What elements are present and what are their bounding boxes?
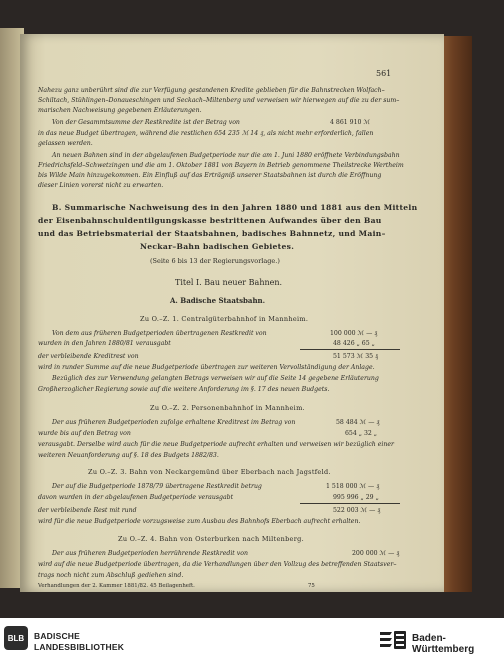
blb-logo[interactable]: BLB (4, 626, 28, 650)
item-row-label: Der auf die Budgetperiode 1878/79 übertragene Restkredit betrug (52, 483, 262, 490)
item-row-label: Von dem aus früheren Budgetperioden übertragenen Restkredit von (52, 330, 267, 337)
book-cover-edge (440, 36, 472, 592)
blb-name-line1: BADISCHE (34, 631, 80, 641)
page-number: 561 (376, 69, 392, 78)
item-text-line: wird für die neue Budgetperiode vorzugsweise zum Ausbau des Bahnhofs Eberbach aufrecht erhalten. (38, 518, 361, 525)
sum-rule (300, 349, 400, 350)
item-heading: Zu O.–Z. 1. Centralgüterbahnhof in Mannheim. (140, 315, 309, 323)
item-text-line: wird in runder Summe auf die neue Budgetperiode übertragen zur weiteren Vervollständigung der Anlage. (38, 364, 375, 371)
item-row-amount: 58 484 ℳ — ₰ (336, 419, 380, 426)
section-b-subnote: (Seite 6 bis 13 der Regierungsvorlage.) (150, 257, 280, 265)
paragraph-line: Friedrichsfeld–Schwetzingen und die am 1. Oktober 1881 von Bayern in Betrieb genommene Theilstrecke Wertheim (38, 162, 404, 169)
paragraph-line: Von der Gesammtsumme der Restkredite ist der Betrag von (52, 119, 240, 126)
item-row-amount: 200 000 ℳ — ₰ (352, 550, 400, 557)
paragraph-line: Schiltach, Stühlingen–Donaueschingen und Seckach–Miltenberg und verweisen wir hierwegen auf die zu der sum– (38, 97, 400, 104)
item-text-line: wird auf die neue Budgetperiode übertragen, da die Verhandlungen über den Vollzug des betreffenden Staatsver– (38, 561, 397, 568)
item-row-amount: 1 518 000 ℳ — ₰ (326, 483, 380, 490)
page-footer-note: Verhandlungen der 2. Kammer 1881/82. 45 Beilagenheft. (38, 583, 195, 589)
item-row-label: Der aus früheren Budgetperioden herrührende Restkredit von (52, 550, 248, 557)
paragraph-line: bis Wilde Main hinzugekommen. Ein Einfluß auf das Erträgniß unserer Staatsbahnen ist durch die Eröffnung (38, 172, 382, 179)
paragraph-line: gelassen werden. (38, 140, 93, 147)
paragraph-line: marischen Nachweisung gegebenen Erläuterungen. (38, 107, 202, 114)
blb-name-line2: LANDESBIBLIOTHEK (34, 642, 125, 652)
section-b-heading-line: und das Betriebsmaterial der Staatsbahnen, badisches Bahnnetz, und Main– (38, 229, 386, 238)
item-row-label: der verbleibende Kreditrest von (38, 353, 139, 360)
item-heading: Zu O.–Z. 3. Bahn von Neckargemünd über Eberbach nach Jagstfeld. (88, 468, 331, 476)
item-heading: Zu O.–Z. 2. Personenbahnhof in Mannheim. (150, 404, 305, 412)
subsection-heading: A. Badische Staatsbahn. (170, 296, 266, 305)
paragraph-line: Nahezu ganz unberührt sind die zur Verfügung gestandenen Kredite geblieben für die Bahnstrecken Wolfach– (38, 87, 385, 94)
item-row-label: Der aus früheren Budgetperioden zufolge erhaltene Kreditrest im Betrag von (52, 419, 296, 426)
item-text-line: Großherzoglicher Regierung sowie auf die weitere Anforderung im §. 17 des neuen Budgets. (38, 386, 330, 393)
item-row-amount: 100 000 ℳ — ₰ (330, 330, 378, 337)
paragraph-line: in das neue Budget übertragen, während die restlichen 654 235 ℳ 14 ₰, als nicht mehr erforderlich, fallen (38, 130, 374, 137)
section-b-heading-line: der Eisenbahnschuldentilgungskasse bestrittenen Aufwandes über den Bau (38, 216, 382, 225)
paragraph-line: An neuen Bahnen sind in der abgelaufenen Budgetperiode nur die am 1. Juni 1880 eröffnete Verbindungsbahn (52, 152, 400, 159)
item-row-amount: 51 573 ℳ 35 ₰ (333, 353, 379, 360)
page-footer-number: 75 (308, 583, 315, 589)
item-text-line: Bezüglich des zur Verwendung gelangten Betrags verweisen wir auf die Seite 14 gegebene Erläuterung (52, 375, 379, 382)
item-text-line: weiteren Neuanforderung auf §. 18 des Budgets 1882/83. (38, 452, 219, 459)
bw-brand-text[interactable]: Baden-Württemberg (412, 633, 475, 655)
restkredite-amount: 4 861 910 ℳ (330, 119, 371, 126)
item-row-label: davon wurden in der abgelaufenen Budgetperiode verausgabt (38, 494, 234, 501)
section-b-heading-line: Neckar–Bahn badischen Gebietes. (140, 242, 295, 251)
sum-rule (300, 503, 400, 504)
item-row-label: wurden in den Jahren 1880/81 verausgabt (38, 340, 171, 347)
item-row-amount: 654 „ 32 „ (345, 430, 377, 437)
item-row-amount: 995 996 „ 29 „ (333, 494, 379, 501)
item-text-line: trags noch nicht zum Abschluß gediehen sind. (38, 572, 184, 579)
paragraph-line: dieser Linien vorerst nicht zu erwarten. (38, 182, 164, 189)
item-text-line: verausgabt. Derselbe wird auch für die neue Budgetperiode aufrecht erhalten und verweisen wir bezüglich einer (38, 441, 394, 448)
item-row-amount: 48 426 „ 65 „ (333, 340, 375, 347)
item-row-amount: 522 003 ℳ — ₰ (333, 507, 381, 514)
item-row-label: wurde bis auf den Betrag von (38, 430, 131, 437)
section-b-heading-line: B. Summarische Nachweisung des in den Jahren 1880 und 1881 aus den Mitteln (52, 203, 418, 212)
titel-heading: Titel I. Bau neuer Bahnen. (175, 278, 283, 287)
item-heading: Zu O.–Z. 4. Bahn von Osterburken nach Miltenberg. (118, 535, 304, 543)
item-row-label: der verbleibende Rest mit rund (38, 507, 137, 514)
bw-lions-icon (378, 628, 408, 652)
